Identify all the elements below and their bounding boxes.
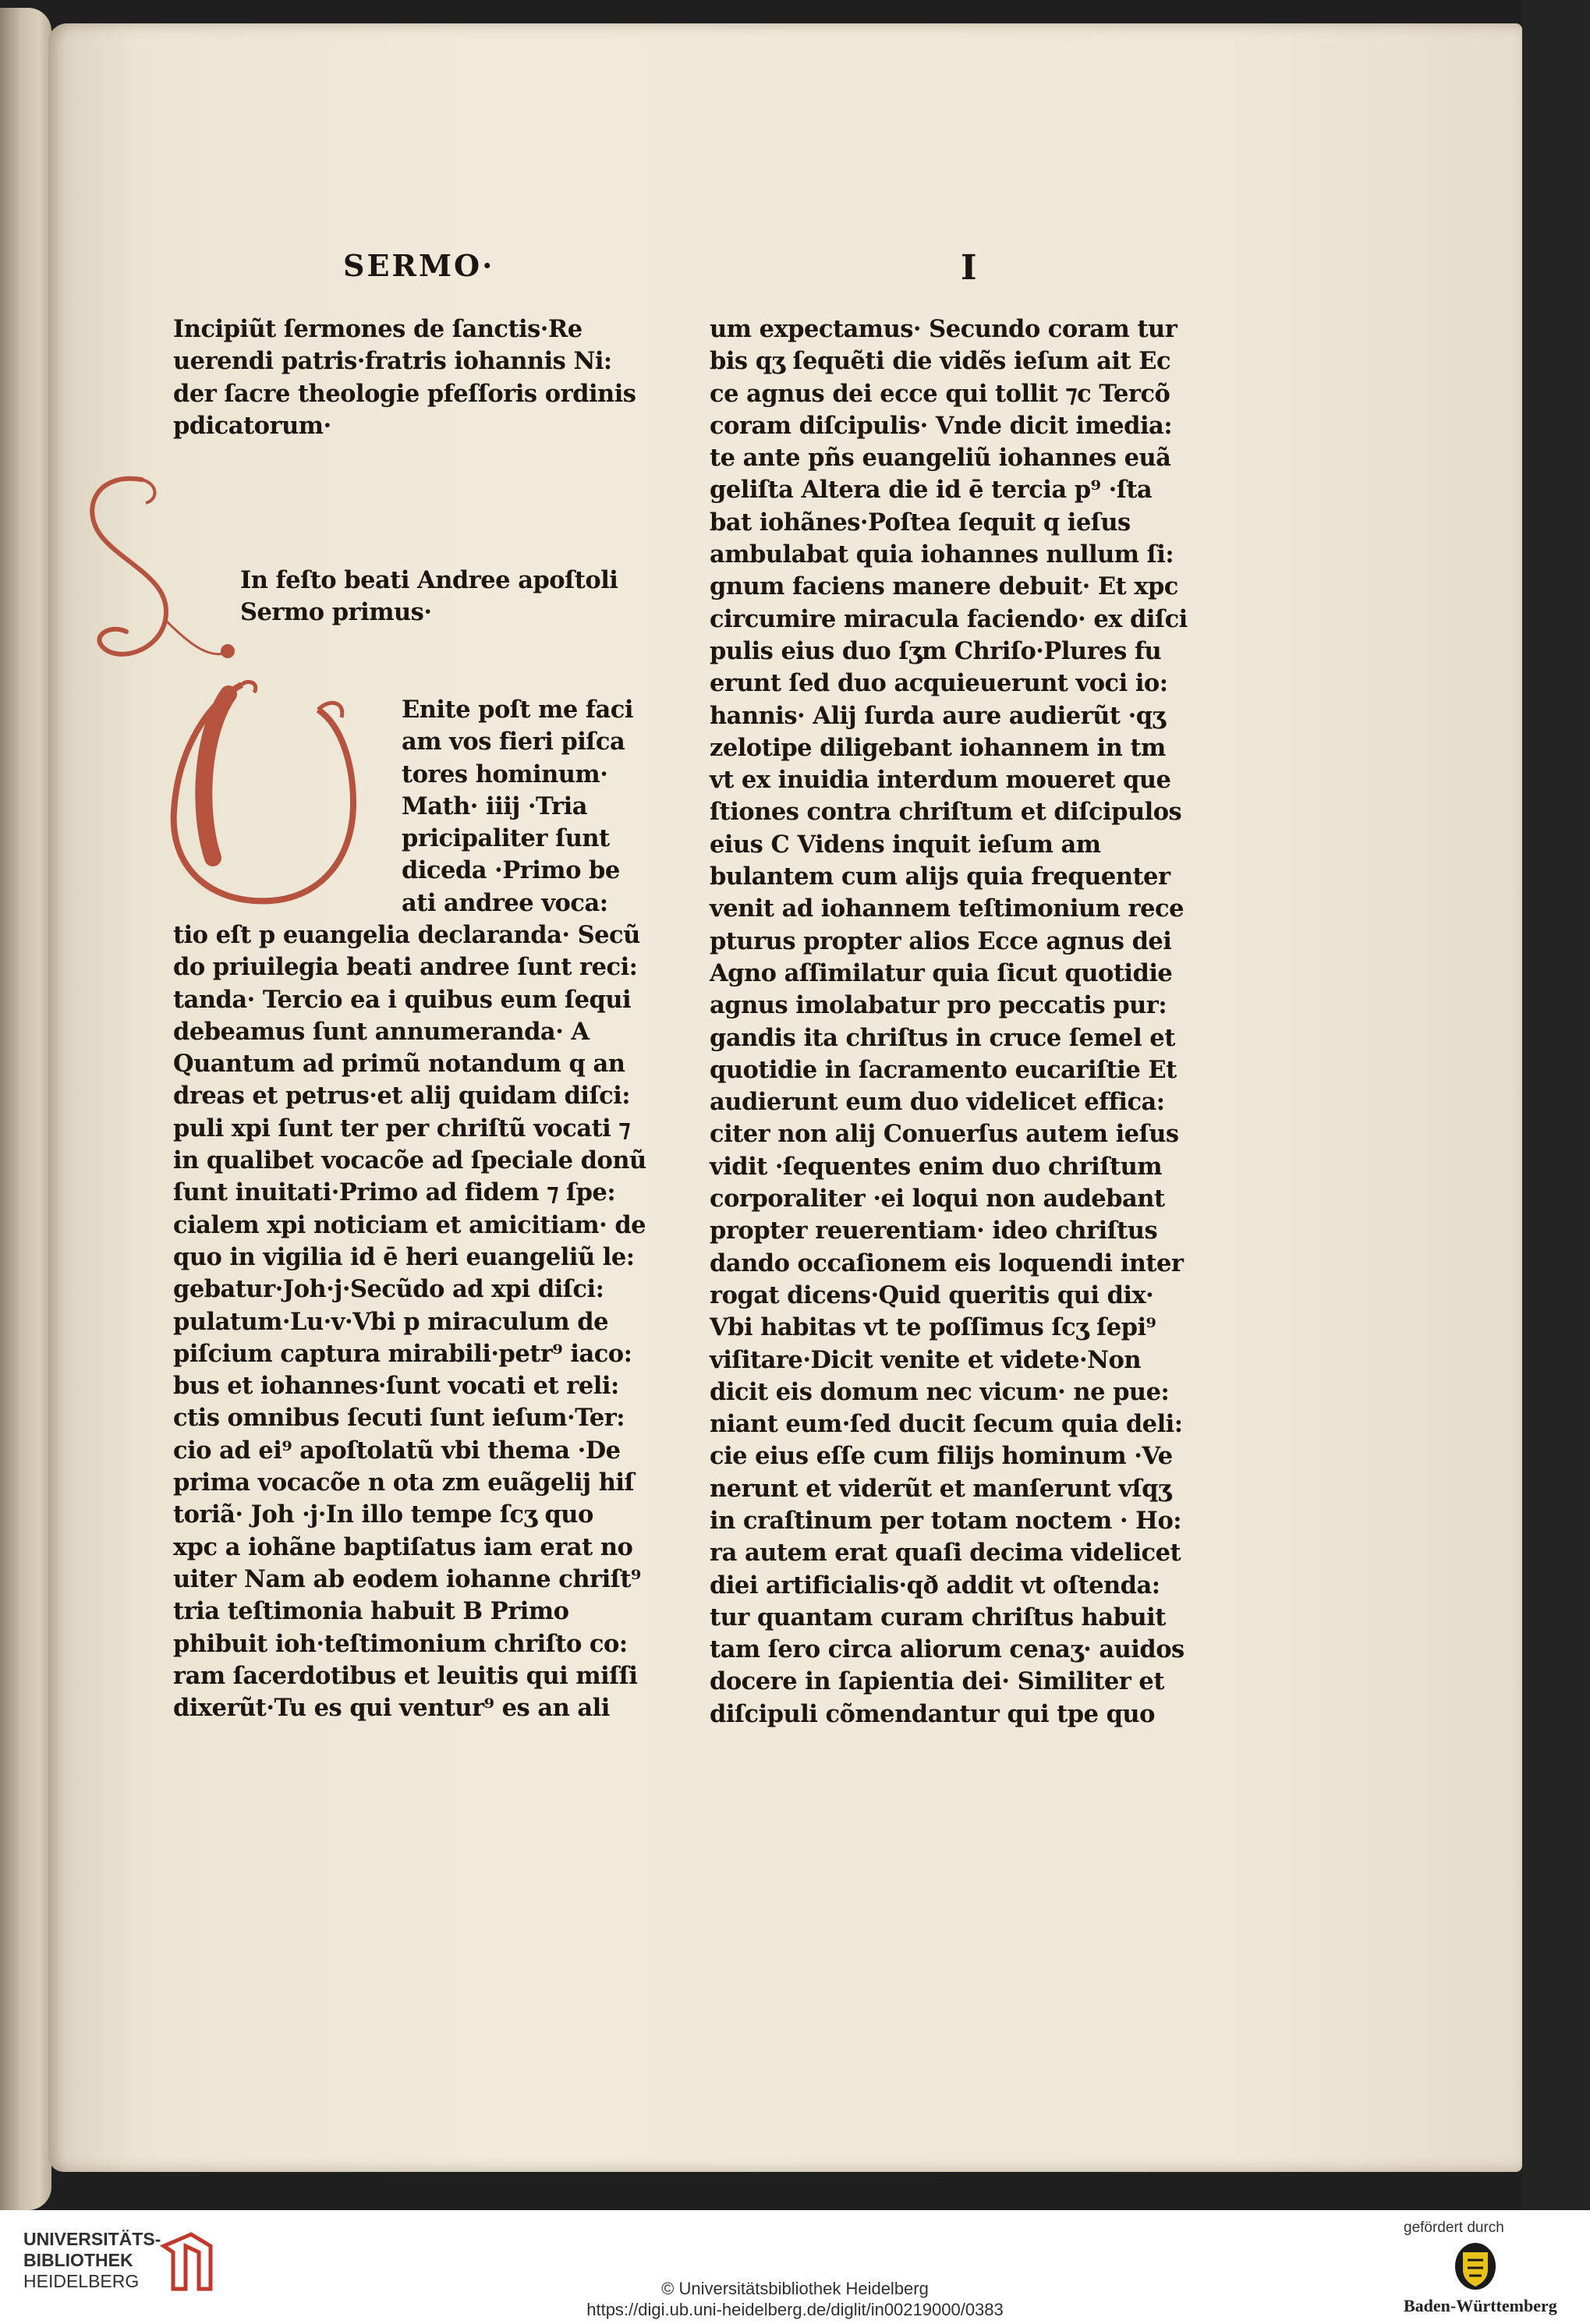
running-head: SERMO· <box>343 248 495 283</box>
text-line: agnus imolabatur pro peccatis pur: <box>710 991 1167 1020</box>
folio-number: I <box>961 248 977 288</box>
text-line: der ſacre theologie pfeſſoris ordinis <box>173 379 636 408</box>
rubricated-initial-v <box>154 678 388 912</box>
text-line: vt ex inuidia interdum moueret que <box>710 766 1171 795</box>
text-line: toriã· Joh ·j·In illo tempe ſcʒ quo <box>173 1500 593 1529</box>
text-line: niant eum·ſed ducit ſecum quia deli: <box>710 1410 1183 1439</box>
text-line: ſunt inuitati·Primo ad fidem ⁊ ſpe: <box>173 1178 616 1207</box>
text-line: ambulabat quia iohannes nullum ſi: <box>710 540 1174 569</box>
text-line: dreas et petrus·et alij quidam diſci: <box>173 1082 631 1111</box>
text-line: phibuit ioh·teſtimonium chriſto co: <box>173 1629 628 1658</box>
left-page-edge <box>0 8 51 2210</box>
text-line: nerunt et viderũt et manſerunt vſqʒ <box>710 1474 1171 1503</box>
sermon-heading <box>240 565 630 629</box>
text-line: bat iohãnes·Poſtea ſequit q ieſus <box>710 508 1131 537</box>
text-line: tam ſero circa aliorum cenaʒ· auidos <box>710 1635 1185 1664</box>
text-line: ati andree voca: <box>402 888 608 917</box>
text-line: bis qʒ ſequẽti die vidẽs ieſum ait Ec <box>710 347 1171 376</box>
text-line: tria teſtimonia habuit B Primo <box>173 1597 569 1626</box>
text-line: geliſta Altera die id ē tercia p⁹ ·ſta <box>710 476 1153 505</box>
text-line: eius C Videns inquit ieſum am <box>710 830 1101 859</box>
text-line: circumire miracula faciendo· ex diſci <box>710 604 1188 633</box>
text-line: do priuilegia beati andree ſunt reci: <box>173 953 638 982</box>
text-line: viſitare·Dicit venite et videte·Non <box>710 1345 1142 1374</box>
text-line: um expectamus· Secundo coram tur <box>710 315 1177 343</box>
text-line: tio eſt p euangelia declaranda· Secũ <box>173 921 640 949</box>
library-name-line: BIBLIOTHEK <box>23 2250 133 2270</box>
text-line: ce agnus dei ecce qui tollit ⁊c Tercõ <box>710 379 1170 408</box>
text-line: uiter Nam ab eodem iohanne chriſt⁹ <box>173 1564 641 1593</box>
text-line: coram diſcipulis· Vnde dicit imedia: <box>710 411 1173 440</box>
text-line: uerendi patris·fratris iohannis Ni: <box>173 347 612 376</box>
text-line: tanda· Tercio ea i quibus eum ſequi <box>173 985 632 1014</box>
scan-background-right <box>1522 0 1590 2210</box>
text-line: dicit eis domum nec vicum· ne pue: <box>710 1377 1170 1406</box>
text-line: gnum faciens manere debuit· Et xpc <box>710 572 1178 601</box>
text-beside-initial <box>402 694 633 919</box>
text-line: venit ad iohannem teſtimonium rece <box>710 895 1184 923</box>
text-line: docere in ſapientia dei· Similiter et <box>710 1667 1164 1696</box>
text-line: Quantum ad primũ notandum q an <box>173 1050 625 1079</box>
library-name-line: UNIVERSITÄTS- <box>23 2229 161 2249</box>
text-line: Incipiũt ſermones de ſanctis·Re <box>173 315 583 343</box>
text-line: pulis eius duo ſʒm Chriſo·Plures fu <box>710 636 1162 665</box>
text-line: tores hominum· <box>402 760 608 788</box>
text-line: gebatur·Joh·j·Secũdo ad xpi diſci: <box>173 1275 604 1304</box>
library-name-line: HEIDELBERG <box>23 2271 140 2291</box>
text-line: diceda ·Primo be <box>402 856 620 885</box>
text-line: piſcium captura mirabili·petr⁹ iaco: <box>173 1339 632 1368</box>
text-line: cialem xpi noticiam et amicitiam· de <box>173 1210 646 1239</box>
text-line: rogat dicens·Quid queritis qui dix· <box>710 1281 1154 1309</box>
text-line: in craſtinum per totam noctem · Ho: <box>710 1506 1182 1535</box>
text-line: gandis ita chriſtus in cruce ſemel et <box>710 1023 1175 1052</box>
sponsor-label: gefördert durch <box>1404 2219 1504 2236</box>
text-line: audierunt eum duo videlicet effica: <box>710 1088 1165 1117</box>
text-line: ram ſacerdotibus et leuitis qui miſſi <box>173 1661 638 1690</box>
text-line: zelotipe diligebant iohannem in tm <box>710 733 1166 762</box>
rubricated-initial-s <box>72 464 235 675</box>
text-line: erunt ſed duo acquieuerunt voci io: <box>710 669 1168 698</box>
text-line: bulantem cum alijs quia frequenter <box>710 863 1170 891</box>
text-line: ctis omnibus ſecuti ſunt ieſum·Ter: <box>173 1404 625 1433</box>
state-coat-of-arms-icon <box>1452 2241 1499 2291</box>
text-line: te ante pñs euangeliũ iohannes euã <box>710 444 1171 473</box>
left-column-body <box>173 919 646 1724</box>
text-line: dando occaſionem eis loquendi inter <box>710 1249 1184 1277</box>
text-line: ſtiones contra chriſtum et diſcipulos <box>710 798 1182 827</box>
text-line: dixerũt·Tu es qui ventur⁹ es an ali <box>173 1694 610 1723</box>
text-line: quo in vigilia id ē heri euangeliũ le: <box>173 1242 635 1271</box>
text-line: vidit ·ſequentes enim duo chriſtum <box>710 1152 1163 1181</box>
text-line: propter reuerentiam· ideo chriſtus <box>710 1217 1158 1245</box>
text-line: hannis· Alij ſurda aure audierũt ·qʒ <box>710 701 1166 730</box>
text-line: corporaliter ·ei loqui non audebant <box>710 1185 1165 1213</box>
text-line: pdicatorum· <box>173 411 331 440</box>
right-column-body <box>710 314 1188 1731</box>
text-line: xpc a iohãne baptiſatus iam erat no <box>173 1532 633 1561</box>
copyright-notice: © Universitätsbibliothek Heidelberg <box>661 2279 929 2298</box>
text-line: pturus propter alios Ecce agnus dei <box>710 926 1172 955</box>
text-line: debeamus ſunt annumeranda· A <box>173 1017 590 1046</box>
viewer-footer <box>0 2210 1590 2324</box>
text-line: cio ad ei⁹ apoſtolatũ vbi thema ·De <box>173 1436 621 1465</box>
text-line: ra autem erat quaſi decima videlicet <box>710 1539 1181 1568</box>
text-line: pulatum·Lu·v·Vbi p miraculum de <box>173 1307 609 1336</box>
text-line: am vos fieri piſca <box>402 728 625 756</box>
text-line: Math· iiij ·Tria <box>402 792 587 820</box>
incipit-text <box>173 314 636 442</box>
text-line: diei artificialis·qð addit vt oſtenda: <box>710 1571 1160 1600</box>
sponsor-name: Baden-Württemberg <box>1404 2296 1557 2315</box>
text-line: cie eius eſſe cum filijs hominum ·Ve <box>710 1442 1173 1471</box>
text-line: pricipaliter ſunt <box>402 824 610 853</box>
text-line: quotidie in ſacramento eucariſtie Et <box>710 1055 1177 1084</box>
text-line: Vbi habitas vt te poſſimus ſcʒ ſepi⁹ <box>710 1313 1156 1342</box>
text-line: bus et iohannes·ſunt vocati et reli: <box>173 1372 619 1401</box>
permalink-url[interactable]: https://digi.ub.uni-heidelberg.de/diglit/in00219000/0383 <box>586 2300 1004 2319</box>
text-line: tur quantam curam chriſtus habuit <box>710 1603 1166 1631</box>
text-line: Enite poſt me faci <box>402 696 633 724</box>
text-line: diſcipuli cõmendantur qui tpe quo <box>710 1699 1155 1728</box>
text-line: In feſto beati Andree apoſtoli <box>240 566 618 594</box>
text-line: puli xpi ſunt ter per chriſtũ vocati ⁊ <box>173 1114 631 1143</box>
text-line: prima vocacõe n ota zm euãgelij hiſ <box>173 1468 635 1497</box>
text-line: Sermo primus· <box>240 598 432 627</box>
text-line: in qualibet vocacõe ad ſpeciale donũ <box>173 1146 646 1175</box>
text-line: citer non alij Conuerſus autem ieſus <box>710 1120 1179 1149</box>
text-line: Agno aſſimilatur quia ſicut quotidie <box>710 958 1173 987</box>
